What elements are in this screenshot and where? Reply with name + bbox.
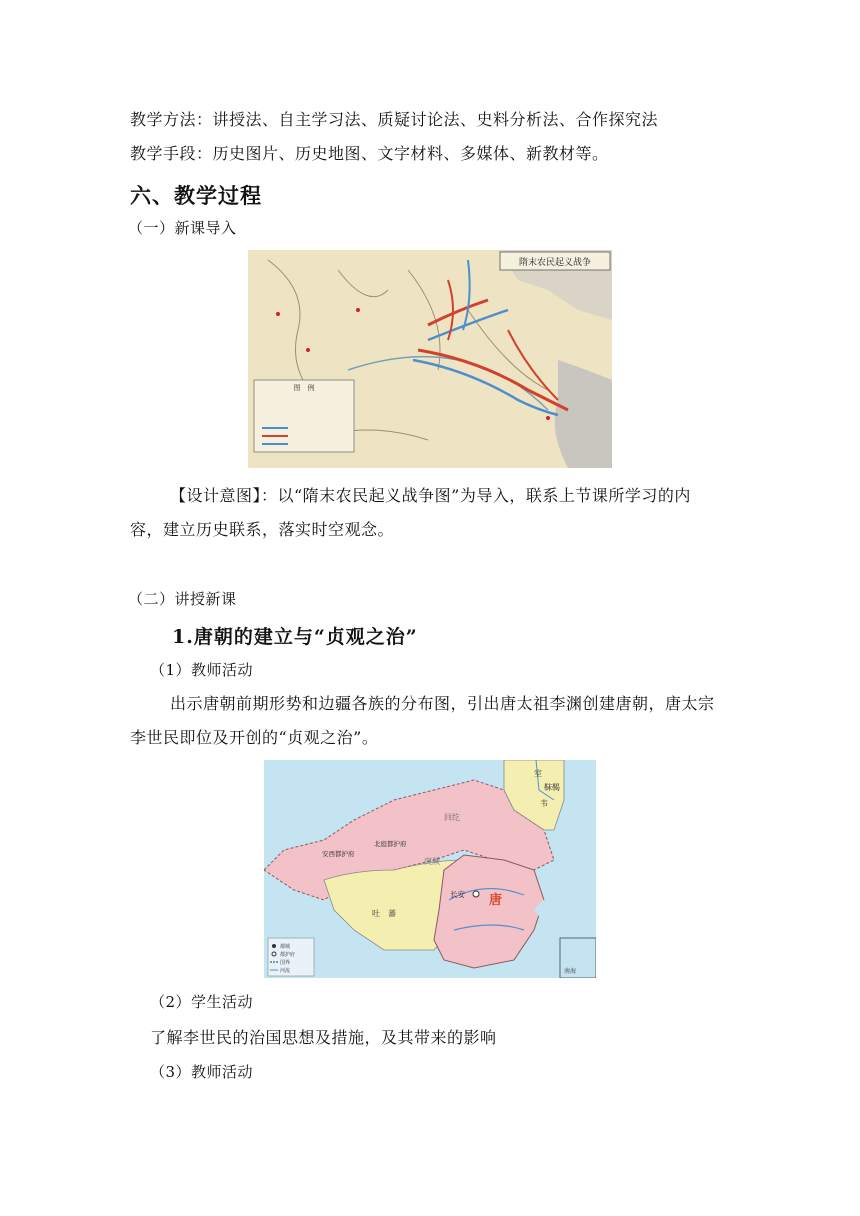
sui-uprising-map bbox=[248, 250, 612, 468]
legend-protectorate: 都护府 bbox=[280, 952, 296, 958]
label-beiting: 北庭都护府 bbox=[374, 840, 407, 848]
subsection-intro: （一）新课导入 bbox=[128, 219, 237, 237]
teaching-methods: 教学方法：讲授法、自主学习法、质疑讨论法、史料分析法、合作探究法 bbox=[130, 110, 659, 129]
section-title: 六、教学过程 bbox=[130, 184, 262, 208]
student-activity-text: 了解李世民的治国思想及措施，及其带来的影响 bbox=[150, 1028, 497, 1047]
tang-territory-map bbox=[264, 760, 596, 978]
label-nanhai: 南海 bbox=[564, 968, 577, 975]
teaching-means: 教学手段：历史图片、历史地图、文字材料、多媒体、新教材等。 bbox=[130, 144, 609, 163]
subsection-new-lesson: （二）讲授新课 bbox=[128, 590, 237, 608]
label-huihe: 回纥 bbox=[444, 813, 460, 822]
label-changan: 长安 bbox=[450, 890, 465, 899]
teacher-activity-1: （1）教师活动 bbox=[150, 661, 254, 679]
student-activity: （2）学生活动 bbox=[150, 993, 254, 1011]
paragraph-1-line1: 出示唐朝前期形势和边疆各族的分布图，引出唐太祖李渊创建唐朝，唐太宗 bbox=[170, 694, 715, 713]
label-wei: 韦 bbox=[540, 799, 548, 808]
design-intent-line2: 容，建立历史联系，落实时空观念。 bbox=[130, 520, 395, 539]
map1-title-box bbox=[500, 252, 610, 270]
label-mohe: 靺鞨 bbox=[544, 783, 560, 792]
lesson-heading-1: 1.唐朝的建立与“贞观之治” bbox=[172, 626, 418, 648]
label-tang: 唐 bbox=[489, 893, 503, 908]
legend-capital: 都城 bbox=[280, 944, 291, 950]
design-intent-line1: 【设计意图】：以“隋末农民起义战争图”为导入，联系上节课所学习的内 bbox=[170, 486, 691, 505]
label-anxi: 安西都护府 bbox=[322, 850, 355, 858]
legend-border: 国界 bbox=[280, 960, 291, 966]
label-tujue: 突厥 bbox=[424, 857, 440, 866]
paragraph-1-line2: 李世民即位及开创的“贞观之治”。 bbox=[130, 728, 379, 747]
map1-legend-title: 图 例 bbox=[293, 384, 315, 392]
label-tubo: 吐 蕃 bbox=[372, 909, 396, 918]
teacher-activity-2: （3）教师活动 bbox=[150, 1063, 254, 1081]
map1-title: 隋末农民起义战争 bbox=[518, 258, 592, 268]
label-shi: 室 bbox=[534, 769, 542, 778]
legend-river: 河流 bbox=[280, 968, 291, 974]
